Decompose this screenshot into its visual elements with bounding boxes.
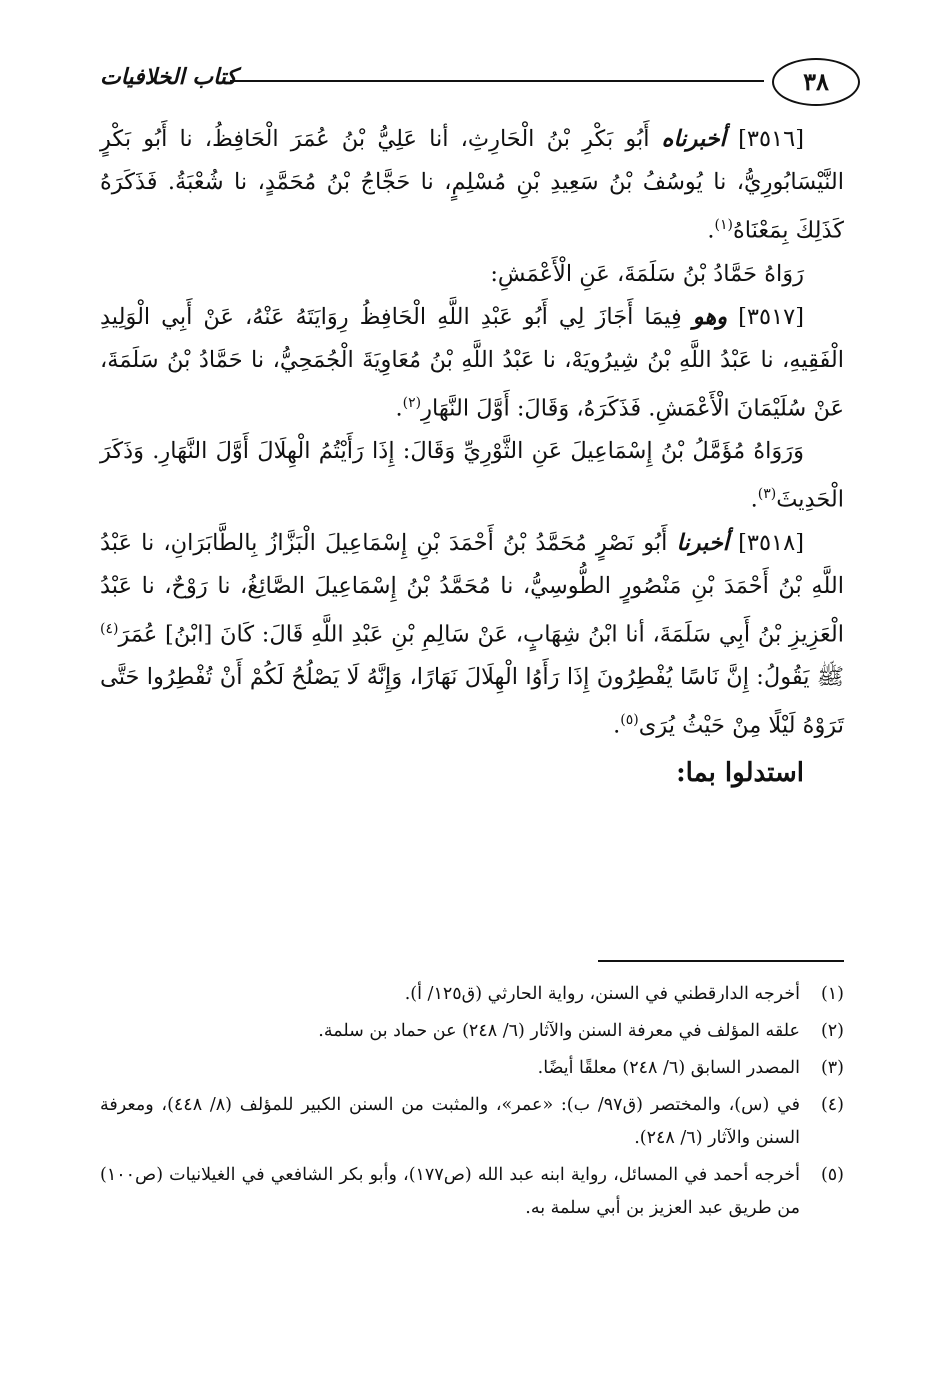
footnote-text: علقه المؤلف في معرفة السنن والآثار (٦/ ٢٤٨) عن حماد بن سلمة. <box>318 1021 800 1041</box>
hadith-number: [٣٥١٧] <box>738 303 805 330</box>
footnote-number: (٤) <box>820 1095 844 1115</box>
narration-note <box>100 253 844 296</box>
caption-text: استدلوا بما: <box>676 757 804 788</box>
footnote-mark: (٢) <box>402 394 422 411</box>
footnote-text: أخرجه أحمد في المسائل، رواية ابنه عبد الله (ص١٧٧)، وأبو بكر الشافعي في الغيلانيات (ص١٠٠) من طريق عبد العزيز بن أبي سلمة به. <box>100 1165 800 1218</box>
footnote <box>100 1089 844 1155</box>
footnote-separator <box>598 960 844 962</box>
narration-text: رَوَاهُ حَمَّادُ بْنُ سَلَمَةَ، عَنِ الْأَعْمَشِ: <box>490 260 804 287</box>
hadith-text: أَبُو بَكْرِ بْنُ الْحَارِثِ، أنا عَلِيُّ بْنُ عُمَرَ الْحَافِظُ، نا أَبُو بَكْرٍ النَّيْسَابُورِيُّ، نا يُوسُفُ بْنُ سَعِيدِ بْنِ مُسْلِمٍ، نا حَجَّاجُ بْنُ مُحَمَّدٍ، نا شُعْبَةُ. فَذَكَرَهُ كَذَلِكَ بِمَعْنَاهُ <box>100 126 844 244</box>
hadith-lead: أخبرنا <box>676 529 729 556</box>
main-text <box>100 118 844 795</box>
header-rule <box>230 80 764 82</box>
narration-note <box>100 430 844 522</box>
footnote-number: (٥) <box>820 1165 844 1185</box>
hadith-text-cont: ﷺ يَقُولُ: إِنَّ نَاسًا يُفْطِرُونَ إِذَا رَأَوُا الْهِلَالَ نَهَارًا، وَإِنَّهُ لَا يَصْلُحُ لَكُمْ أَنْ تُفْطِرُوا حَتَّى تَرَوْهُ لَيْلًا مِنْ حَيْثُ يُرَى <box>100 664 844 739</box>
narration-end: . <box>750 486 758 513</box>
hadith-end: . <box>707 217 715 244</box>
footnote-number: (١) <box>820 984 844 1004</box>
footnote-mark: (٤) <box>100 620 119 637</box>
footnote-mark: (١) <box>714 217 733 233</box>
hadith-number: [٣٥١٨] <box>738 529 805 556</box>
footnote <box>100 1052 844 1085</box>
section-caption <box>100 752 844 795</box>
footnote <box>100 1159 844 1225</box>
hadith-lead: أخبرناه <box>661 126 726 152</box>
footnote-mark: (٣) <box>757 486 777 502</box>
footnote <box>100 978 844 1011</box>
hadith-3517 <box>100 296 844 431</box>
page-header <box>100 52 860 108</box>
page-number: ٣٨ <box>772 58 860 106</box>
hadith-3516 <box>100 118 844 253</box>
hadith-3518 <box>100 522 844 748</box>
footnotes <box>100 978 844 1229</box>
footnote-number: (٣) <box>820 1058 844 1078</box>
footnote <box>100 1015 844 1048</box>
footnote-number: (٢) <box>820 1021 844 1041</box>
footnote-text: أخرجه الدارقطني في السنن، رواية الحارثي (ق١٢٥/ أ). <box>404 984 800 1004</box>
hadith-text: أَبُو نَصْرٍ مُحَمَّدُ بْنُ أَحْمَدَ بْنِ إِسْمَاعِيلَ الْبَزَّازُ بِالطَّابَرَانِ، نا عَبْدُ اللَّهِ بْنُ أَحْمَدَ بْنِ مَنْصُورٍ الطُّوسِيُّ، نا مُحَمَّدُ بْنُ إِسْمَاعِيلَ الصَّائِغُ، نا رَوْحٌ، نا عَبْدُ الْعَزِيزِ بْنُ أَبِي سَلَمَةَ، أنا ابْنُ شِهَابٍ، عَنْ سَالِمِ بْنِ عَبْدِ اللَّهِ قَالَ: كَانَ [ابْنُ] عُمَرَ <box>100 529 844 647</box>
hadith-lead: وهو <box>692 303 728 330</box>
hadith-end: . <box>613 712 621 739</box>
hadith-end: . <box>395 395 403 421</box>
footnote-mark: (٥) <box>620 712 639 728</box>
book-title: كتاب الخلافيات <box>100 64 237 90</box>
footnote-text: في (س)، والمختصر (ق٩٧/ ب): «عمر»، والمثبت من السنن الكبير للمؤلف (٨/ ٤٤٨)، ومعرفة السنن والآثار (٦/ ٢٤٨). <box>100 1095 801 1148</box>
footnote-text: المصدر السابق (٦/ ٢٤٨) معلقًا أيضًا. <box>537 1058 800 1078</box>
hadith-number: [٣٥١٦] <box>738 126 804 152</box>
hadith-text: فِيمَا أَجَازَ لِي أَبُو عَبْدِ اللَّهِ الْحَافِظُ رِوَايَتَهُ عَنْهُ، عَنْ أَبِي الْوَلِيدِ الْفَقِيهِ، نا عَبْدُ اللَّهِ بْنُ شِيرُويَهْ، نا عَبْدُ اللَّهِ بْنُ مُعَاوِيَةَ الْجُمَحِيُّ، نا حَمَّادُ بْنُ سَلَمَةَ، عَنْ سُلَيْمَانَ الْأَعْمَشِ. فَذَكَرَهُ، وَقَالَ: أَوَّلَ النَّهَارِ <box>100 303 844 421</box>
narration-text: وَرَوَاهُ مُؤَمَّلُ بْنُ إِسْمَاعِيلَ عَنِ الثَّوْرِيِّ وَقَالَ: إِذَا رَأَيْتُمُ الْهِلَالَ أَوَّلَ النَّهَارِ. وَذَكَرَ الْحَدِيثَ <box>100 438 844 513</box>
